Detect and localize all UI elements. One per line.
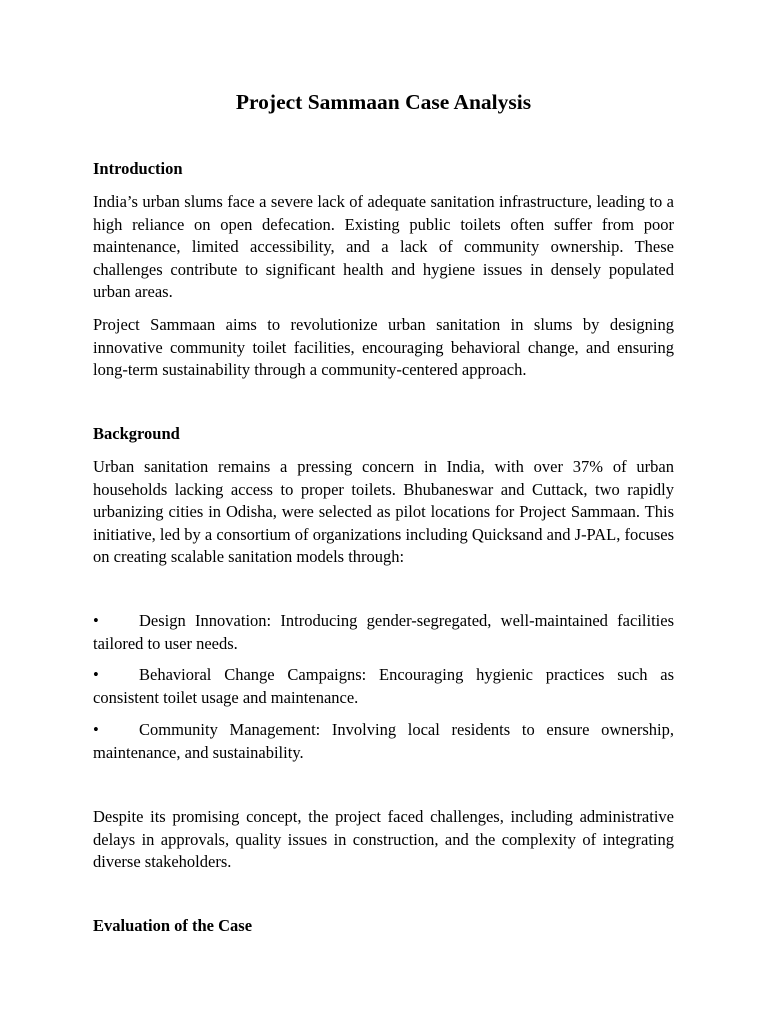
background-paragraph-1: Urban sanitation remains a pressing concern in India, with over 37% of urban households lacking access to proper toilets. Bhubaneswar and Cuttack, two rapidly urbanizing cities in Odisha, were selected as pilot locations for Project Sammaan. This initiative, led by a consortium of organizations including Quicksand and J-PAL, focuses on creating scalable sanitation models through: (93, 457, 674, 566)
bullet-item-design-innovation (93, 610, 674, 655)
document-title: Project Sammaan Case Analysis (235, 90, 532, 114)
bullet-item-community-management (93, 719, 674, 764)
introduction-heading: Introduction (93, 159, 183, 178)
introduction-paragraph-2: Project Sammaan aims to revolutionize urban sanitation in slums by designing innovative community toilet facilities, encouraging behavioral change, and ensuring long-term sustainability through a community-centered approach. (93, 315, 674, 379)
bullet-text: Community Management: Involving local residents to ensure ownership, maintenance, and sustainability. (93, 720, 674, 762)
bullet-marker: • (93, 665, 99, 684)
bullet-marker: • (93, 720, 99, 739)
introduction-paragraph-1: India’s urban slums face a severe lack of adequate sanitation infrastructure, leading to a high reliance on open defecation. Existing public toilets often suffer from poor maintenance, limited accessibility, and a lack of community ownership. These challenges contribute to significant health and hygiene issues in densely populated urban areas. (93, 192, 674, 301)
document-page (93, 0, 674, 1024)
bullet-marker: • (93, 611, 99, 630)
evaluation-heading: Evaluation of the Case (93, 916, 253, 935)
background-heading: Background (93, 424, 180, 443)
background-closing-paragraph: Despite its promising concept, the project faced challenges, including administrative delays in approvals, quality issues in construction, and the complexity of integrating diverse stakeholders. (93, 807, 674, 871)
bullet-item-behavioral-change (93, 664, 674, 709)
bullet-text: Design Innovation: Introducing gender-segregated, well-maintained facilities tailored to user needs. (93, 611, 674, 653)
bullet-text: Behavioral Change Campaigns: Encouraging hygienic practices such as consistent toilet usage and maintenance. (93, 665, 674, 707)
